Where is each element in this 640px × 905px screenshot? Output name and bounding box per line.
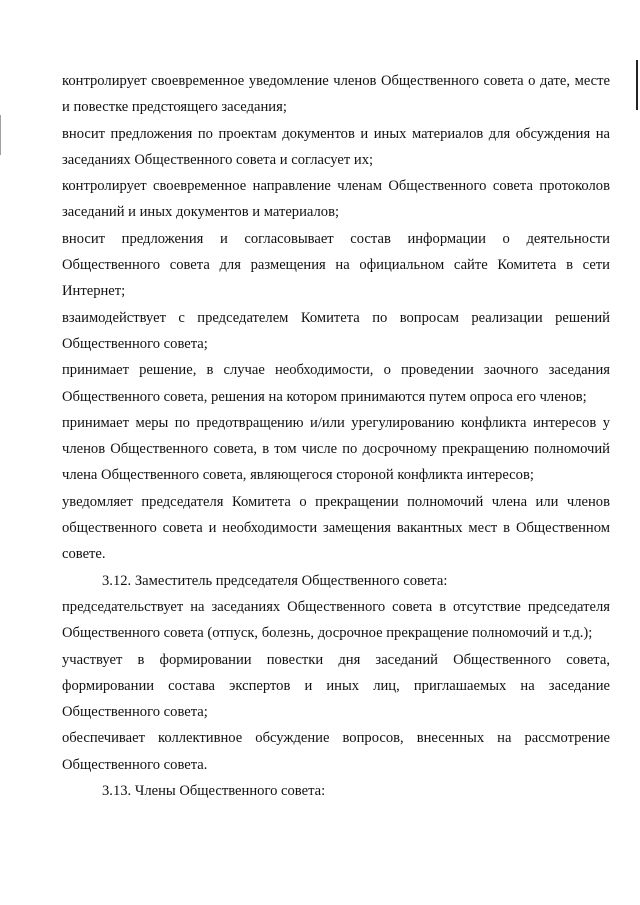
paragraph: принимает меры по предотвращению и/или урегулированию конфликта интересов у членов Общественного совета, в том числе по досрочному прекращению полномочий члена Общественного совета, являющегося стороной конфликта интересов; bbox=[62, 414, 610, 484]
paragraph: вносит предложения и согласовывает состав информации о деятельности Общественного совета для размещения на официальном сайте Комитета в сети Интернет; bbox=[62, 230, 610, 300]
paragraph: вносит предложения по проектам документов и иных материалов для обсуждения на заседаниях Общественного совета и согласует их; bbox=[62, 125, 610, 168]
paragraph: председательствует на заседаниях Общественного совета в отсутствие председателя Общественного совета (отпуск, болезнь, досрочное прекращение полномочий и т.д.); bbox=[62, 598, 610, 642]
document-body bbox=[62, 68, 610, 804]
paragraph: контролирует своевременное уведомление членов Общественного совета о дате, месте и повестке предстоящего заседания; bbox=[62, 73, 610, 116]
paragraph: контролирует своевременное направление членам Общественного совета протоколов заседаний и иных документов и материалов; bbox=[62, 178, 610, 221]
paragraph: обеспечивает коллективное обсуждение вопросов, внесенных на рассмотрение Общественного совета. bbox=[62, 730, 610, 773]
scan-edge-mark-left bbox=[0, 115, 1, 155]
paragraph: взаимодействует с председателем Комитета по вопросам реализации решений Общественного совета; bbox=[62, 309, 610, 352]
paragraph: принимает решение, в случае необходимости, о проведении заочного заседания Общественного совета, решения на котором принимаются путем опроса его членов; bbox=[62, 362, 610, 405]
paragraph: уведомляет председателя Комитета о прекращении полномочий члена или членов общественного совета и необходимости замещения вакантных мест в Общественном совете. bbox=[62, 493, 610, 563]
section-heading: 3.13. Члены Общественного совета: bbox=[102, 783, 326, 800]
section-heading: 3.12. Заместитель председателя Общественного совета: bbox=[102, 572, 448, 589]
scan-edge-mark bbox=[636, 60, 638, 110]
paragraph: участвует в формировании повестки дня заседаний Общественного совета, формировании состава экспертов и иных лиц, приглашаемых на заседание Общественного совета; bbox=[62, 651, 610, 721]
